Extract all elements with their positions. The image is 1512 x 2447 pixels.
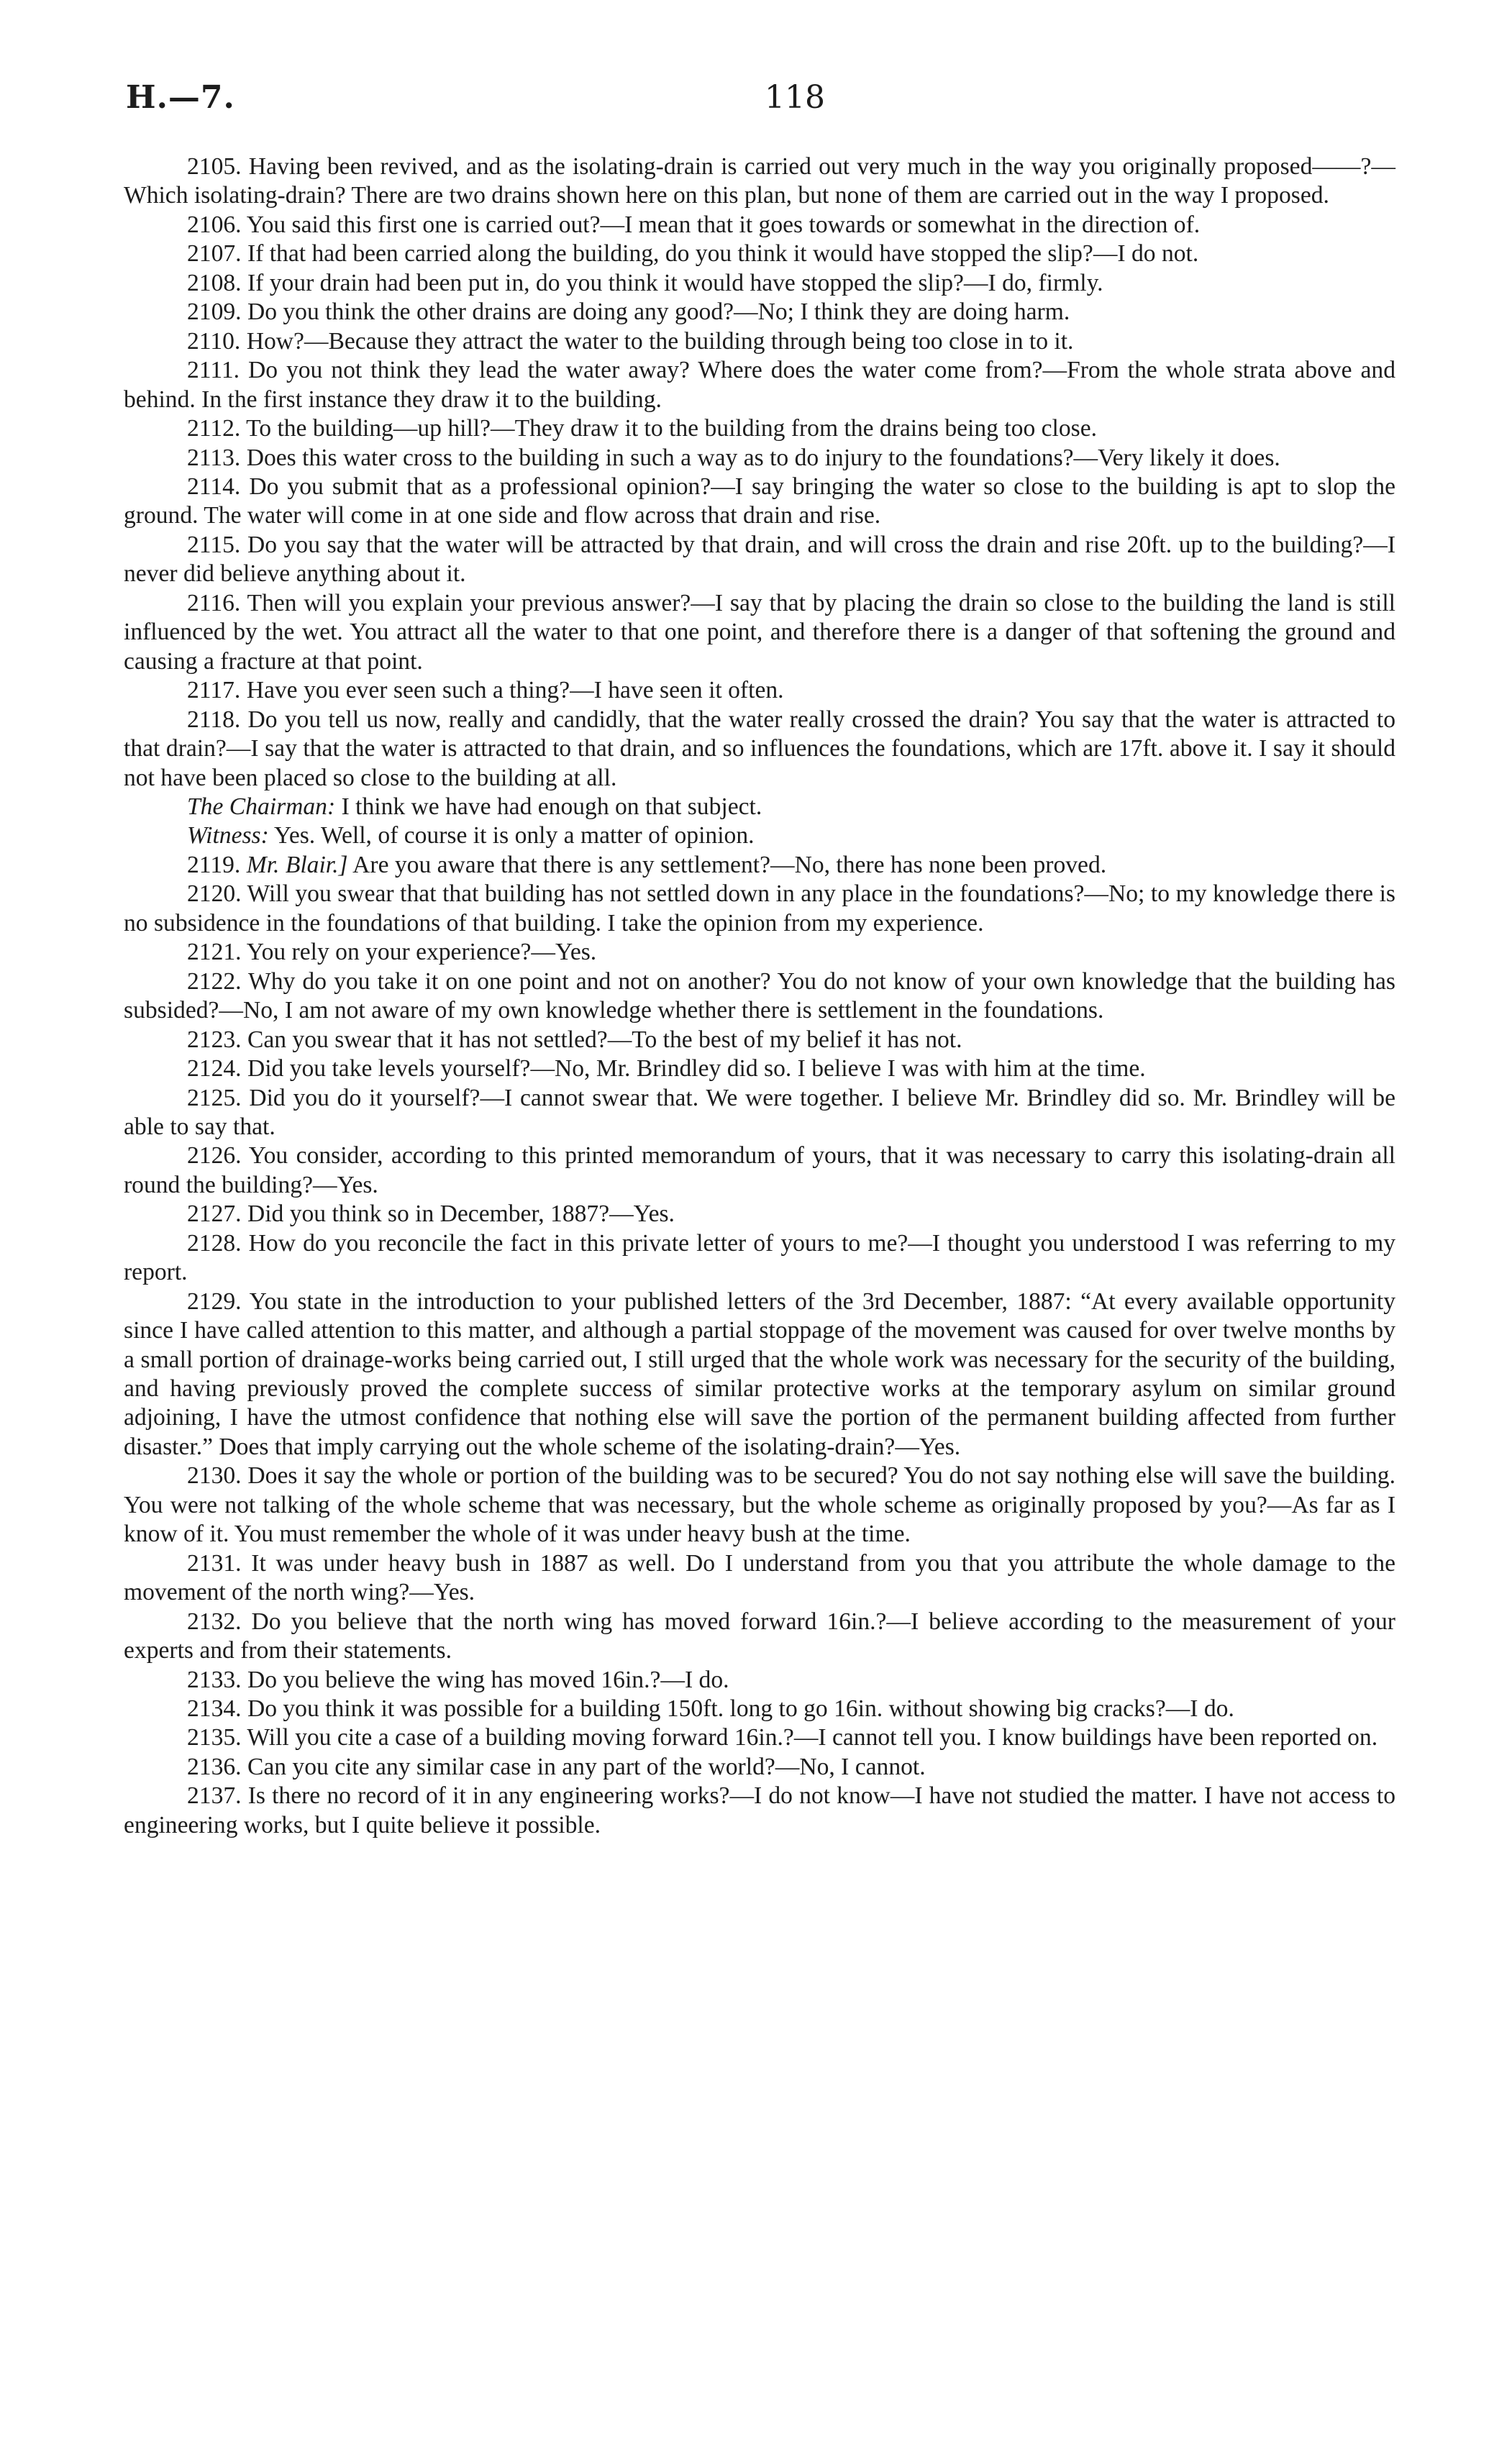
paragraph: 2131. It was under heavy bush in 1887 as well. Do I understand from you that you attribute the whole damage to the movement of the north wing?—Yes. <box>124 1549 1395 1606</box>
page-header <box>126 79 1399 129</box>
paragraph: 2122. Why do you take it on one point and not on another? You do not know of your own knowledge that the building has subsided?—No, I am not aware of my own knowledge whether there is settlement in the foundations. <box>124 967 1395 1024</box>
paragraph: 2114. Do you submit that as a professional opinion?—I say bringing the water so close to the building is apt to slop the ground. The water will come in at one side and flow across that drain and rise. <box>124 473 1395 529</box>
paragraph: 2128. How do you reconcile the fact in this private letter of yours to me?—I thought you understood I was referring to my report. <box>124 1229 1395 1286</box>
paragraph: 2106. You said this first one is carried out?—I mean that it goes towards or somewhat in the direction of. <box>187 211 1201 238</box>
paragraph: 2121. You rely on your experience?—Yes. <box>187 939 597 966</box>
paragraph: 2124. Did you take levels yourself?—No, Mr. Brindley did so. I believe I was with him at the time. <box>187 1055 1146 1083</box>
paragraph: 2130. Does it say the whole or portion of the building was to be secured? You do not say nothing else will save the building. You were not talking of the whole scheme that was necessary, but the whole scheme as originally proposed by you?—As far as I know of it. You must remember the whole of it was under heavy bush at the time. <box>124 1462 1395 1548</box>
remark-text: Yes. Well, of course it is only a matter of opinion. <box>273 822 755 849</box>
speaker-label: The Chairman: <box>187 793 336 820</box>
paragraph: 2133. Do you believe the wing has moved 16in.?—I do. <box>187 1666 729 1693</box>
paragraph: 2125. Did you do it yourself?—I cannot swear that. We were together. I believe Mr. Brindley did so. Mr. Brindley will be able to say that. <box>124 1084 1395 1140</box>
paragraph: 2135. Will you cite a case of a building moving forward 16in.?—I cannot tell you. I know buildings have been reported on. <box>187 1724 1378 1751</box>
paragraph: 2120. Will you swear that that building has not settled down in any place in the foundations?—No; to my knowledge there is no subsidence in the foundations of that building. I take the opinion from my experience. <box>124 880 1395 937</box>
remark-text: I think we have had enough on that subject. <box>341 793 762 820</box>
speaker-label: Witness: <box>187 822 269 849</box>
paragraph: 2118. Do you tell us now, really and candidly, that the water really crossed the drain? You say that the water is attracted to that drain?—I say that the water is attracted to that drain, and so influences the foundations, which are 17ft. above it. I say it should not have been placed so close to the building at all. <box>124 706 1395 791</box>
paragraph: 2123. Can you swear that it has not settled?—To the best of my belief it has not. <box>187 1026 962 1053</box>
paragraph: 2107. If that had been carried along the building, do you think it would have stopped the slip?—I do not. <box>187 240 1199 268</box>
paragraph: 2113. Does this water cross to the building in such a way as to do injury to the foundations?—Very likely it does. <box>187 444 1280 471</box>
chairman-remark <box>124 793 1395 821</box>
paragraph: 2127. Did you think so in December, 1887?—Yes. <box>187 1200 675 1228</box>
paragraph: 2105. Having been revived, and as the isolating-drain is carried out very much in the way you originally proposed——?—Which isolating-drain? There are two drains shown here on this plan, but none of them are carried out in the way I proposed. <box>124 153 1395 209</box>
paragraph: 2111. Do you not think they lead the water away? Where does the water come from?—From the whole strata above and behind. In the first instance they draw it to the building. <box>124 357 1395 413</box>
paragraph: 2129. You state in the introduction to your published letters of the 3rd December, 1887: “At every available opportunity since I have called attention to this matter, and although a partial stoppage of the movement was caused for over twelve months by a small portion of drainage-works being carried out, I still urged that the whole work was necessary for the security of the building, and having previously proved the complete success of similar protective works at the temporary asylum on similar ground adjoining, I have the utmost confidence that nothing else will save the portion of the permanent building affected from further disaster.” Does that imply carrying out the whole scheme of the isolating-drain?—Yes. <box>124 1288 1395 1460</box>
paragraph: 2108. If your drain had been put in, do you think it would have stopped the slip?—I do, firmly. <box>187 269 1103 296</box>
paragraph: 2110. How?—Because they attract the water to the building through being too close in to it. <box>187 327 1074 355</box>
paragraph: 2116. Then will you explain your previous answer?—I say that by placing the drain so close to the building the land is still influenced by the wet. You attract all the water to that one point, and therefore there is a danger of that softening the ground and causing a fracture at that point. <box>124 589 1395 675</box>
document-code: H.—7. <box>126 79 235 116</box>
speaker-label: Mr. Blair.] <box>246 851 348 878</box>
evidence-transcript <box>124 152 1395 1840</box>
paragraph: 2109. Do you think the other drains are doing any good?—No; I think they are doing harm. <box>187 299 1070 326</box>
paragraph: 2134. Do you think it was possible for a building 150ft. long to go 16in. without showing big cracks?—I do. <box>187 1695 1234 1723</box>
paragraph <box>124 851 1395 880</box>
witness-remark <box>124 821 1395 850</box>
question-text: Are you aware that there is any settlement?—No, there has none been proved. <box>352 851 1107 878</box>
question-number: 2119. <box>187 851 241 878</box>
paragraph: 2126. You consider, according to this printed memorandum of yours, that it was necessary to carry this isolating-drain all round the building?—Yes. <box>124 1142 1395 1198</box>
paragraph: 2132. Do you believe that the north wing has moved forward 16in.?—I believe according to the measurement of your experts and from their statements. <box>124 1608 1395 1664</box>
paragraph: 2117. Have you ever seen such a thing?—I have seen it often. <box>187 677 784 704</box>
paragraph: 2115. Do you say that the water will be attracted by that drain, and will cross the drain and rise 20ft. up to the building?—I never did believe anything about it. <box>124 531 1395 588</box>
paragraph: 2112. To the building—up hill?—They draw it to the building from the drains being too close. <box>187 415 1098 442</box>
paragraph: 2136. Can you cite any similar case in any part of the world?—No, I cannot. <box>187 1753 926 1780</box>
paragraph: 2137. Is there no record of it in any engineering works?—I do not know—I have not studied the matter. I have not access to engineering works, but I quite believe it possible. <box>124 1782 1395 1838</box>
page-number: 118 <box>765 79 825 116</box>
